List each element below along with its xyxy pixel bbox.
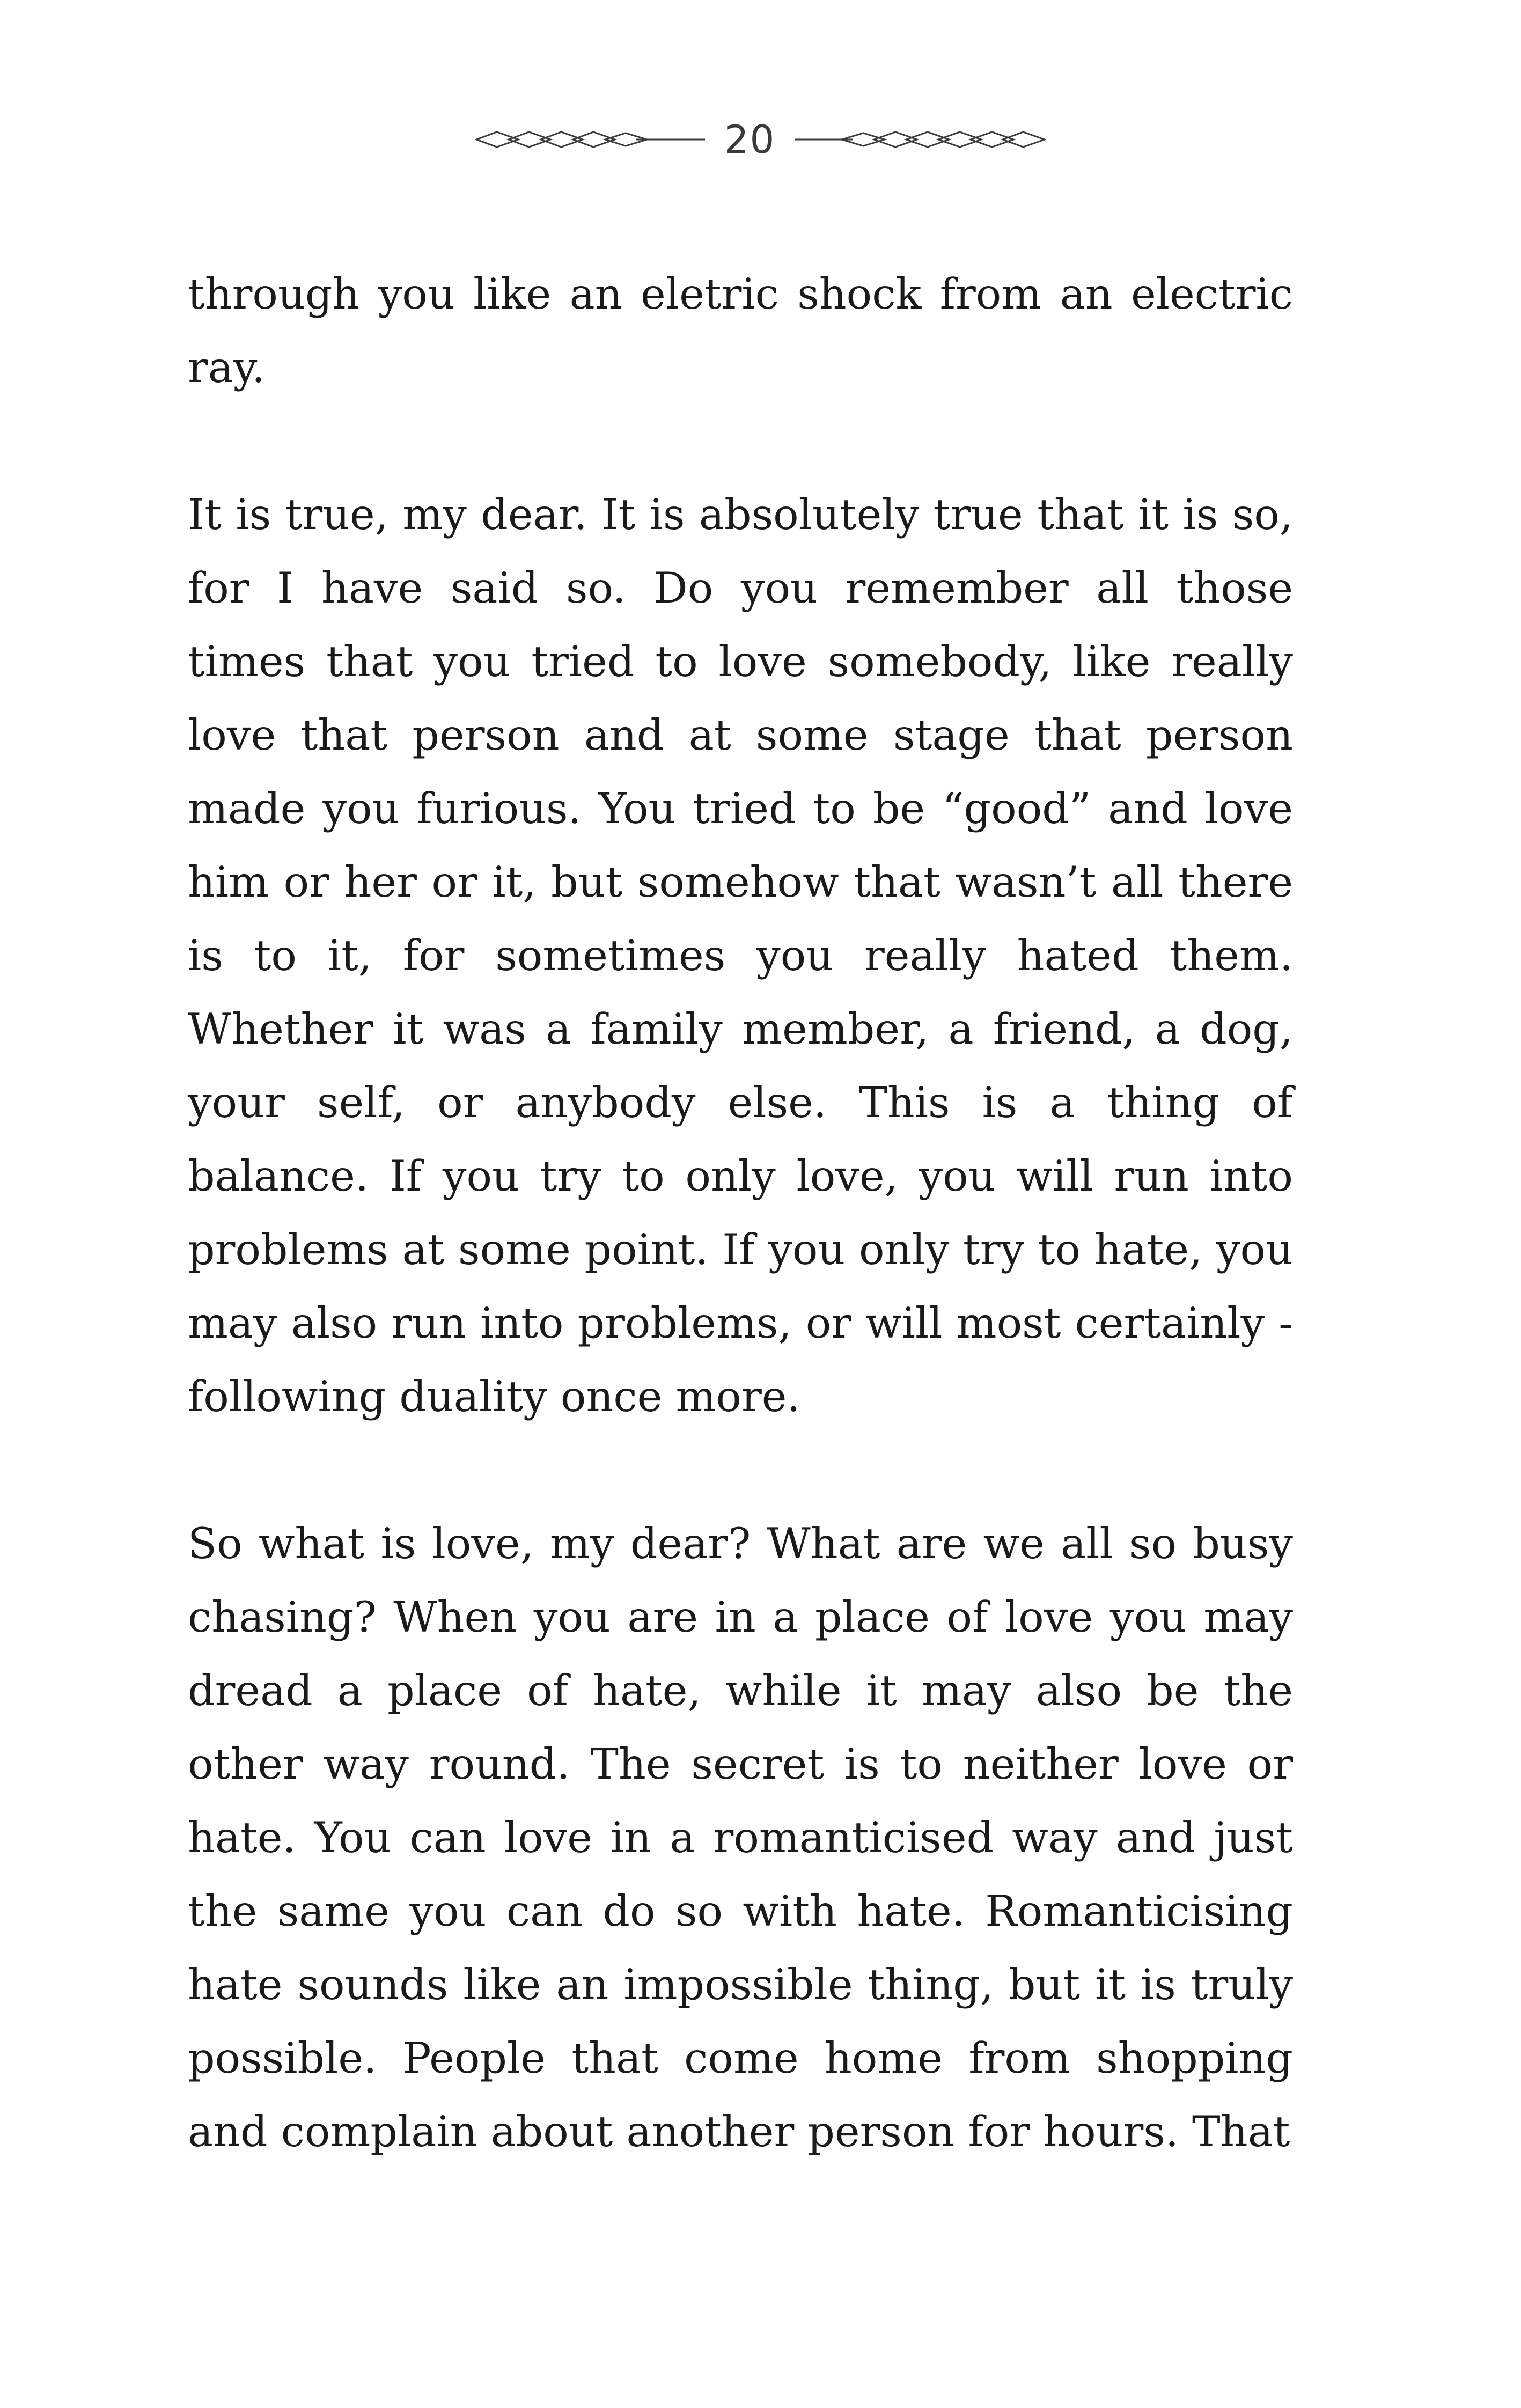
- left-ornament-icon: [475, 123, 706, 156]
- right-ornament-icon: [793, 123, 1046, 156]
- body-text: [188, 258, 1293, 2242]
- paragraph-2: It is true, my dear. It is absolutely true that it is so, for I have said so. Do you remember all those times that you tried to love somebody, like really love that person and at some stage that person made you furious. You tried to be “good” and love him or her or it, but somehow that wasn’t all there is to it, for sometimes you really hated them. Whether it was a family member, a friend, a dog, your self, or anybody else. This is a thing of balance. If you try to only love, you will run into problems at some point. If you only try to hate, you may also run into problems, or will most certainly - following duality once more.: [188, 490, 1293, 1421]
- page-header: [0, 110, 1521, 169]
- paragraph-3: So what is love, my dear? What are we all so busy chasing? When you are in a place of love you may dread a place of hate, while it may also be the other way round. The secret is to neither love or hate. You can love in a romanticised way and just the same you can do so with hate. Romanticising hate sounds like an impossible thing, but it is truly possible. People that come home from shopping and complain about another person for hours. That: [188, 1519, 1293, 2156]
- page-number: 20: [724, 117, 776, 162]
- paragraph-1: through you like an eletric shock from an electric ray.: [188, 269, 1293, 392]
